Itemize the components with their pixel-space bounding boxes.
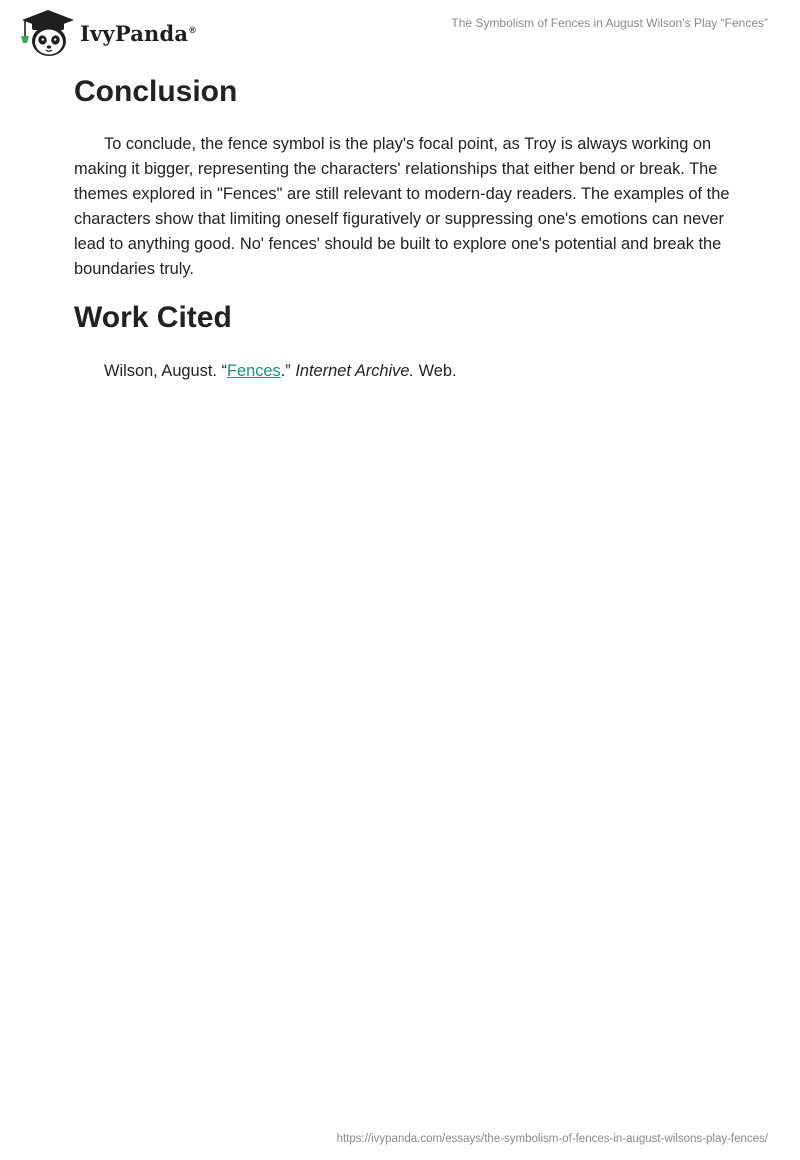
conclusion-paragraph: To conclude, the fence symbol is the play's focal point, as Troy is always working on making it bigger, representing the characters' relationships that either bend or break. The themes explored in "Fences" are still relevant to modern-day readers. The examples of the characters show that limiting oneself figuratively or suppressing one's emotions can never lead to anything good. No' fences' should be built to explore one's potential and break the boundaries truly. — [74, 135, 730, 278]
citation-link[interactable]: Fences — [226, 362, 281, 380]
citation-entry — [104, 359, 457, 384]
citation-after-link: .” — [280, 362, 296, 380]
brand-name: IvyPanda® — [80, 20, 197, 46]
works-cited-heading: Work Cited — [74, 301, 232, 334]
citation-author: Wilson, August. “ — [104, 362, 227, 380]
registered-mark: ® — [189, 24, 197, 35]
page-header — [0, 0, 800, 70]
footer-url[interactable]: https://ivypanda.com/essays/the-symbolism-of-fences-in-august-wilsons-play-fences/ — [336, 1133, 768, 1145]
running-title: The Symbolism of Fences in August Wilson’s Play “Fences” — [451, 16, 768, 30]
citation-medium: Web. — [414, 362, 457, 380]
citation-source: Internet Archive. — [295, 362, 415, 380]
conclusion-heading: Conclusion — [74, 75, 238, 108]
ivypanda-logo[interactable] — [14, 7, 196, 59]
panda-graduation-cap-logo-icon — [14, 7, 76, 59]
